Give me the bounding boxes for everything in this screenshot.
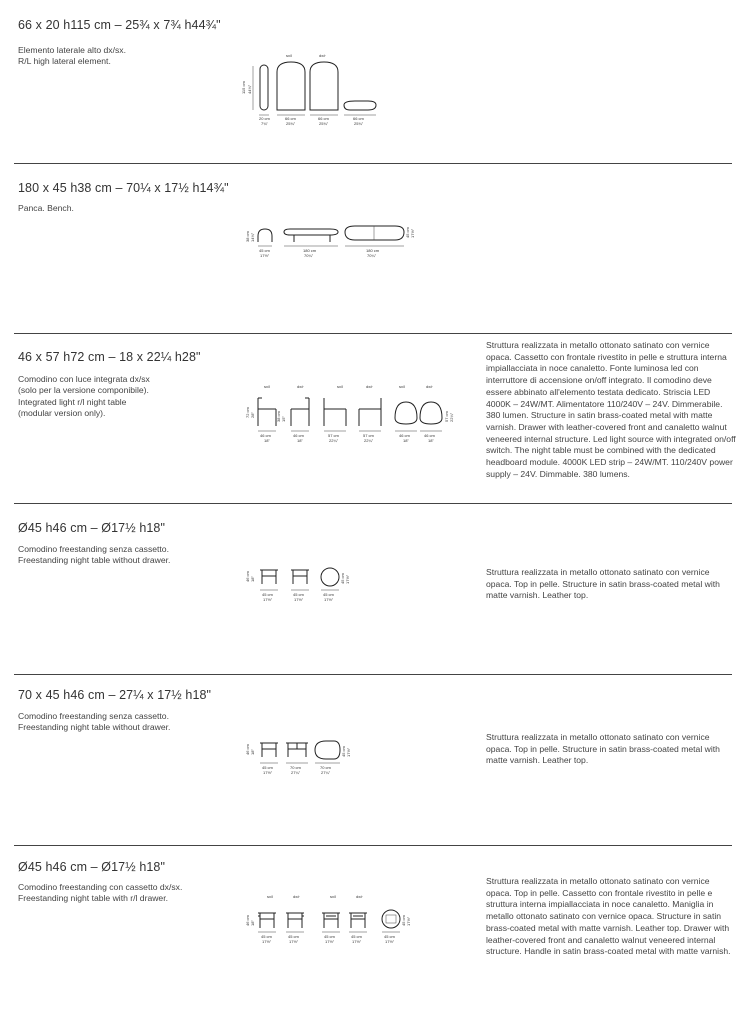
front-view-left-shape [277, 62, 305, 110]
width-in: 70¼" [367, 253, 377, 258]
tag-right: dx/r [426, 384, 433, 389]
description-text: Struttura realizzata in metallo ottonato satinato con vernice opaca. Top in pelle. Cassetto con frontale rivestito in pelle e struttura interna impiallacciata in noce canaletto. Maniglia in metallo ottonato satinato con vernice opaca. Structure in satin brass-coated metal with matte varnish. Leather top. Drawer with leather-covered front and canaletto walnut veneered internal structure. Handle in satin brass-coated metal with matte varnish. [486, 876, 731, 957]
width-in: 17½" [325, 939, 335, 944]
width-cm: 45 cm [323, 592, 334, 597]
technical-drawing-oval-night-table [240, 737, 360, 782]
tag-left: sx/l [337, 384, 343, 389]
table-front-view [260, 570, 278, 584]
height-in: 14¾" [250, 232, 255, 242]
height-cm: 46 cm [245, 571, 250, 582]
width-cm: 45 cm [384, 934, 395, 939]
technical-drawing-round-night-table [240, 564, 360, 609]
product-label: Comodino freestanding con cassetto dx/sx. Freestanding night table with r/l drawer. [18, 882, 183, 904]
product-description [486, 876, 736, 958]
width-cm: 45 cm [262, 765, 273, 770]
front-view-right-shape [310, 62, 338, 110]
height-in: 18" [250, 749, 255, 755]
width-cm: 70 cm [320, 765, 331, 770]
bench-front-top [284, 229, 338, 235]
product-section-lateral-element [0, 0, 753, 164]
tag-left: sx/l [286, 53, 292, 58]
width-cm: 45 cm [259, 248, 270, 253]
depth-in: 17½" [406, 916, 411, 926]
product-label: Panca. Bench. [18, 203, 74, 213]
table-side-view [260, 743, 278, 757]
tag-right: dx/r [356, 894, 363, 899]
width-cm: 70 cm [290, 765, 301, 770]
width-cm: 45 cm [324, 934, 335, 939]
width-in: 25¾" [354, 121, 364, 126]
night-table-front-right [359, 398, 381, 426]
depth-in: 17½" [346, 747, 351, 757]
width-cm: 45 cm [288, 934, 299, 939]
width-in: 17½" [352, 939, 362, 944]
depth-cm: 45 cm [401, 915, 406, 926]
bench-side-view [258, 229, 272, 242]
table-top-view [382, 910, 400, 928]
product-label: Comodino freestanding senza cassetto. Freestanding night table without drawer. [18, 711, 171, 733]
mid-height-cm: 38 cm [276, 411, 281, 422]
width-cm: 20 cm [259, 116, 270, 121]
product-dimensions: Ø45 h46 cm – Ø17½ h18" [18, 521, 166, 535]
height-cm: 46 cm [245, 744, 250, 755]
night-table-front-left [324, 398, 346, 426]
height-cm: 38 cm [245, 231, 250, 242]
width-cm: 46 cm [399, 433, 410, 438]
table-front-view [286, 743, 308, 757]
width-in: 70¼" [304, 253, 314, 258]
width-cm: 45 cm [351, 934, 362, 939]
width-in: 22¼" [329, 438, 339, 443]
tag-right: dx/r [293, 894, 300, 899]
width-cm: 46 cm [293, 433, 304, 438]
product-label: Comodino con luce integrata dx/sx (solo per la versione componibile). Integrated light r/l night table (modular version only). [18, 374, 150, 419]
width-in: 17½" [289, 939, 299, 944]
depth-cm: 57 cm [444, 411, 449, 422]
product-description [486, 567, 736, 602]
table-front-right [349, 913, 367, 928]
width-cm: 45 cm [293, 592, 304, 597]
width-cm: 66 cm [353, 116, 364, 121]
width-cm: 57 cm [363, 433, 374, 438]
table-side-view [291, 570, 309, 584]
product-dimensions: 46 x 57 h72 cm – 18 x 22¼ h28" [18, 350, 201, 364]
height-cm: 46 cm [245, 915, 250, 926]
product-section-night-table-with-drawer [0, 846, 753, 1013]
height-in: 18" [250, 920, 255, 926]
bench-top-view [345, 226, 404, 240]
width-in: 22¼" [364, 438, 374, 443]
width-in: 17½" [294, 597, 304, 602]
width-cm: 46 cm [424, 433, 435, 438]
height-cm: 72 cm [245, 407, 250, 418]
description-text: Struttura realizzata in metallo ottonato satinato con vernice opaca. Top in pelle. Structure in satin brass-coated metal with matte varnish. Leather top. [486, 732, 720, 766]
description-text: Struttura realizzata in metallo ottonato satinato con vernice opaca. Top in pelle. Structure in satin brass-coated metal with matte varnish. Leather top. [486, 567, 720, 601]
product-dimensions: 70 x 45 h46 cm – 27¼ x 17½ h18" [18, 688, 212, 702]
height-in: 44¾" [247, 84, 252, 94]
width-in: 17½" [324, 597, 334, 602]
width-in: 18" [403, 438, 409, 443]
night-table-top-right [420, 402, 442, 424]
night-table-side-left [258, 398, 276, 426]
tag-right: dx/r [366, 384, 373, 389]
width-cm: 57 cm [328, 433, 339, 438]
product-description [486, 732, 736, 767]
night-table-side-right [291, 398, 309, 426]
product-section-integrated-light-night-table [0, 334, 753, 504]
height-cm: 115 cm [241, 81, 246, 94]
width-in: 18" [297, 438, 303, 443]
width-in: 25¾" [286, 121, 296, 126]
technical-drawing-integrated-light-night-table [240, 382, 455, 457]
top-view-shape [344, 101, 376, 110]
width-in: 18" [428, 438, 434, 443]
technical-drawing-bench [240, 222, 420, 267]
width-cm: 180 cm [303, 248, 317, 253]
depth-in: 17½" [345, 574, 350, 584]
width-in: 17½" [260, 253, 270, 258]
technical-drawing-lateral-element [240, 48, 390, 128]
width-in: 7¾" [261, 121, 268, 126]
height-in: 18" [250, 576, 255, 582]
height-in: 28" [250, 412, 255, 418]
table-top-view [315, 741, 340, 759]
width-cm: 66 cm [318, 116, 329, 121]
product-label: Comodino freestanding senza cassetto. Freestanding night table without drawer. [18, 544, 171, 566]
technical-drawing-night-table-with-drawer [240, 888, 420, 958]
width-in: 17½" [263, 770, 273, 775]
table-top-view [321, 568, 339, 586]
width-cm: 45 cm [262, 592, 273, 597]
product-dimensions: 66 x 20 h115 cm – 25¾ x 7¾ h44¾" [18, 18, 221, 32]
width-cm: 180 cm [366, 248, 380, 253]
product-section-round-night-table [0, 504, 753, 674]
mid-height-in: 15" [281, 416, 286, 422]
drawer-outline [386, 915, 396, 923]
depth-in: 17½" [410, 228, 415, 238]
product-description [486, 340, 736, 480]
tag-left: sx/l [399, 384, 405, 389]
width-in: 17½" [263, 597, 273, 602]
tag-right: dx/r [297, 384, 304, 389]
width-in: 17½" [262, 939, 272, 944]
width-in: 25¾" [319, 121, 329, 126]
product-section-bench [0, 164, 753, 333]
tag-left: sx/l [264, 384, 270, 389]
tag-right: dx/r [319, 53, 326, 58]
width-in: 27¼" [291, 770, 301, 775]
product-dimensions: Ø45 h46 cm – Ø17½ h18" [18, 860, 166, 874]
table-front-left [322, 913, 340, 928]
width-in: 27¼" [321, 770, 331, 775]
table-side-left [258, 913, 276, 928]
width-cm: 45 cm [261, 934, 272, 939]
night-table-top-left [395, 402, 417, 424]
product-label: Elemento laterale alto dx/sx. R/L high lateral element. [18, 45, 126, 67]
depth-cm: 45 cm [341, 746, 346, 757]
product-section-oval-night-table [0, 675, 753, 845]
width-cm: 46 cm [260, 433, 271, 438]
width-in: 18" [264, 438, 270, 443]
depth-in: 22¼" [449, 412, 454, 422]
width-cm: 66 cm [285, 116, 296, 121]
table-side-right [286, 913, 304, 928]
product-dimensions: 180 x 45 h38 cm – 70¼ x 17½ h14¾" [18, 181, 229, 195]
depth-cm: 45 cm [340, 573, 345, 584]
width-in: 17½" [385, 939, 395, 944]
side-view-shape [260, 65, 268, 110]
tag-left: sx/l [330, 894, 336, 899]
description-text: Struttura realizzata in metallo ottonato satinato con vernice opaca. Cassetto con frontale rivestito in pelle e struttura interna impiallacciata in noce canaletto. Fonte luminosa led con interruttore di accensione on/off integrato. Il comodino deve essere abbinato all'elemento testata dedicato. Striscia LED 4000K – 24W/MT. Alimentatore 110/240V – 24V. Dimmerabile. 380 lumen. Structure in satin brass-coated metal with matte varnish. Drawer with leather-covered front and canaletto walnut veneered internal structure. Led light source with integrated on/off switch. The night table must be combined with the dedicated headboard module. 4000K LED strip – 24W/MT. 110/240V power supply – 24V. Dimmable. 380 lumens. [486, 340, 736, 479]
tag-left: sx/l [267, 894, 273, 899]
depth-cm: 45 cm [405, 227, 410, 238]
